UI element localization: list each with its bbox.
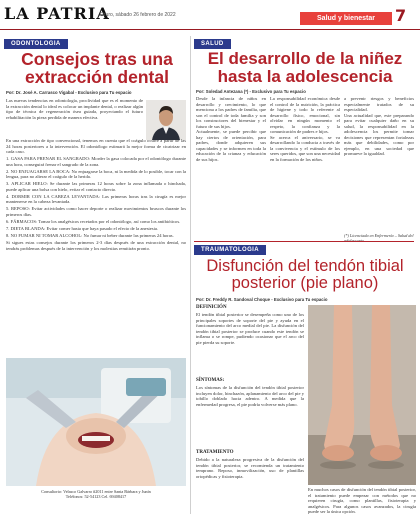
dental-point: 3. APLICAR HIELO: Se durante las primeras 12 horas sobre la zona inflamada o hinchada, puede aplicar una bolsa con hielo, evitar el contacto directo. — [6, 181, 186, 192]
dental-author: Por: Dr. José A. Carrasco Vigabal - Exclusivo para Tu espacio — [6, 90, 132, 95]
sintomas-text: Los síntomas de la disfunción del tendón tibial posterior incluyen dolor, hinchazón, aplanamiento del arco del pie y tobillo doblado hacia adentro. A medida que la enfermedad progresa, el pie podría volverse más plano. — [196, 385, 304, 407]
ninez-col2: La responsabilidad económica desde el control de la nutrición, la práctica de higiene y todo lo referente al desarrollo físico, emocional, sin olvidar en ningún momento el respeto, la confianza y la comunicación de padres e hijos. Se acerca el aniversario, se va desarrollando la conducta a través de la convivencia y el estímulo de los seres queridos, que son una necesidad en la formación de los niños. — [270, 96, 340, 163]
tendon-author: Por: Dr. Freddy R. Sandoval Choque - Exclusivo para Tu espacio — [196, 297, 328, 302]
ninez-headline: El desarrollo de la niñez hasta la adolescencia — [207, 49, 403, 86]
tag-salud: SALUD — [194, 39, 231, 49]
ninez-col3: a prevenir riesgos y beneficios especialmente tratados de su especialidad. Una actualidad que, este preparando para evitar cualquier daño en su salud, la responsabilidad en la adolescencia los permite tomar decisiones que representan fortalezas más que debilidades, como por ejemplo, en una sociedad que promueve la igualdad. — [344, 96, 414, 157]
feet-photo — [308, 305, 416, 485]
tag-odontologia: ODONTOLOGIA — [4, 39, 68, 49]
dental-closing: Si sigues estas consejos durante los primeros 2-3 días después de una extracción dental, no tendrás problemas después de la intervención y los molestias remitirán pronto. — [6, 240, 186, 251]
section-rule — [194, 241, 414, 242]
dental-points — [6, 156, 186, 356]
ninez-note: (*) Licenciada en Enfermería – Salud del — [344, 233, 414, 238]
newspaper-logo: LA PATRIA — [4, 4, 110, 23]
dental-point: 4. DORMIR CON LA CABEZA LEVANTADA: Las primeras horas tras la cirugía es mejor mantenerse en la cabeza levantada. — [6, 193, 186, 205]
dental-lead: En una extracción de tipo convencional, tenemos en cuenta que el coágulo ocurre a partir de las 24 horas posteriores a la intervención. El odontólogo estimará la mejor forma de cicatrizar en cada caso. — [6, 138, 186, 155]
dental-point: 8. NO FUMAR NI TOMAR ALCOHOL: No fumar ni beber durante las primeras 24 horas. — [6, 233, 174, 239]
definicion-title: DEFINICIÓN — [196, 305, 227, 310]
dental-point: 7. DIETA BLANDA: Evitar comer hasta que haya pasado el efecto de la anestesia. — [6, 226, 159, 232]
dental-caption: Consultorio: Velasco Galvarro #2011 entre Santa Bárbara y Junín Teléfonos: 52-54123 Cel. 69408417 — [41, 489, 151, 499]
ninez-author: Por: Soledad Antezana (*) - Exclusivo para Tu espacio — [196, 89, 306, 94]
dental-point: 6. FÁRMACOS: Tomar los analgésicos recetados por el odontólogo, así como los antibióticos. — [6, 218, 181, 224]
tag-traumatologia: TRAUMATOLOGIA — [194, 245, 266, 255]
author-portrait — [146, 100, 186, 140]
definicion-text: El tendón tibial posterior se desempeña como uno de los principales soportes de soporte del pie y ayuda en el funcionamiento del arco medial del pie. La disfunción del tendón tibial posterior se produce cuando este tendón se inflama o se rompe, pudiendo ocasionar que el arco del pie pierda su soporte. — [196, 312, 304, 345]
tendon-headline: Disfunción del tendón tibial posterior (pie plano) — [206, 257, 404, 293]
feet-caption: En muchos casos de disfunción del tendón tibial posterior, el tratamiento puede empezar con métodos que no requieren cirugía, como plantillas, fisioterapia y analgésicos. Para algunos casos avanzados, la cirugía puede ser la única opción. — [308, 487, 416, 515]
tratamiento-title: TRATAMIENTO — [196, 450, 234, 455]
sintomas-title: SÍNTOMAS: — [196, 378, 225, 383]
dental-point: 1. GASA PARA FRENAR EL SANGRADO: Morder la gasa colocada por el odontólogo durante una hora, conseguirá frenar el sangrado de la zona. — [6, 156, 186, 167]
section-banner: Salud y bienestar — [300, 12, 392, 25]
dental-photo — [6, 358, 186, 486]
ninez-col1: Desde la infancia de niños en desarrollo y crecimiento, lo que menciona a los padres de familia, que son el control de toda familia y son los constructores del bienestar y el futuro de sus hijos. Actualmente, se puede percibir que hay ciertos de orientación, para padres, donde adquieren sus capacidades y se informen en toda la educación de la crianza y educación de sus hijos. — [196, 96, 266, 163]
dental-intro: Las nuevas tendencias en odontología, proclividad que es el momento de la extracción dental lo ideal es colocar un implante dental, o realizar algún tipo de técnica de regeneración ósea guiada, proyectando el futuro rehabilitación la pieza perdida de manera efectiva. — [6, 98, 143, 120]
dental-point: 5. REPOSO: Evitar actividades como hacer deporte o realizar movimientos bruscos durante los primeros días. — [6, 206, 186, 217]
page-number: 7 — [395, 6, 407, 25]
column-divider — [190, 36, 191, 514]
tratamiento-text: Debido a la naturaleza progresiva de la disfunción del tendón tibial posterior, se recomienda un tratamiento temprano. Reposo, inmovilización, uso de plantillas ortopédicas y fisioterapia. — [196, 457, 304, 479]
dental-point: 2. NO ENJUAGARSE LA BOCA: No enjuagarse la boca, ni la medida de lo posible, tocar con la lengua, para no alterar el coágulo de la herida. — [6, 168, 186, 180]
dateline: Oruro, sábado 26 febrero de 2022 — [100, 12, 176, 18]
dental-headline: Consejos tras una extracción dental — [21, 49, 173, 88]
